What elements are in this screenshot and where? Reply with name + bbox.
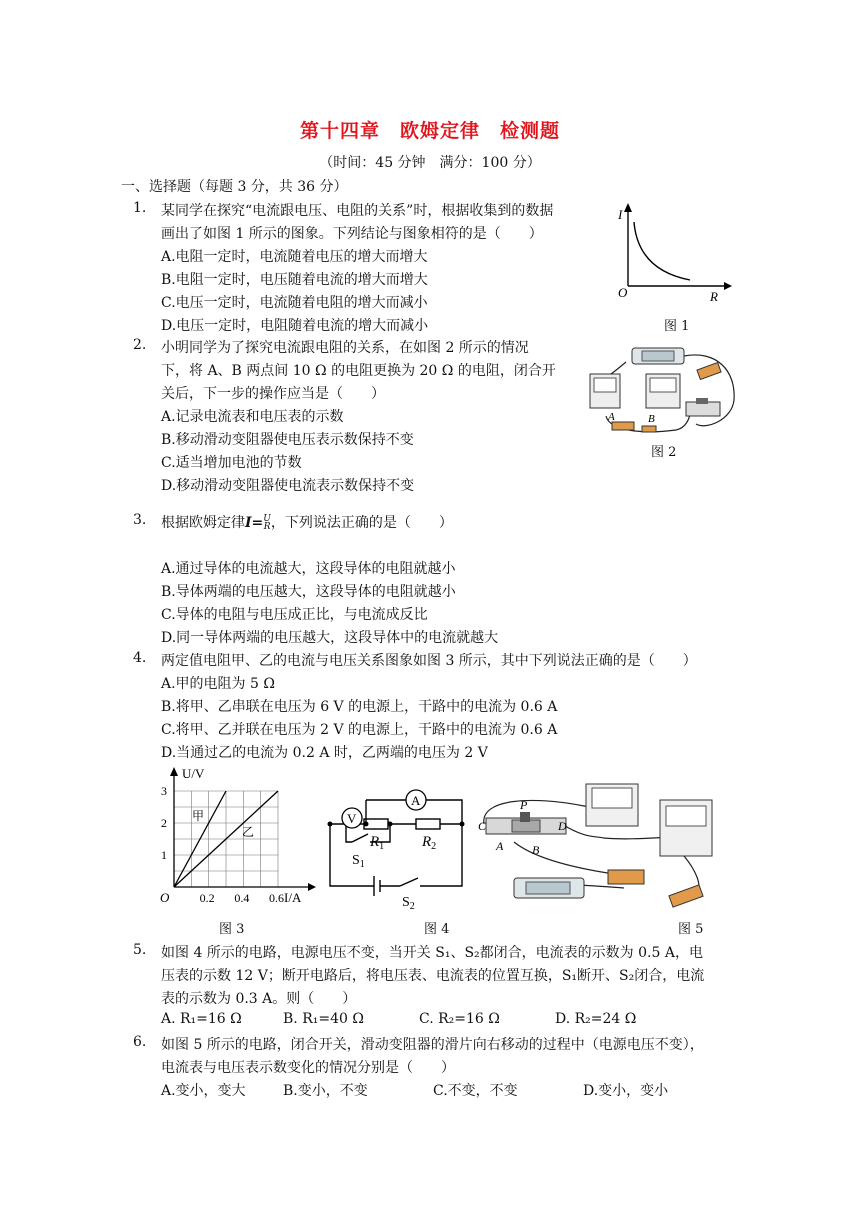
option-b: B.导体两端的电压越大，这段导体的电阻就越小 [161, 584, 456, 600]
option-c: C.将甲、乙并联在电压为 2 V 的电源上，干路中的电流为 0.6 A [161, 722, 558, 738]
option-b: B.变小，不变 [283, 1083, 368, 1099]
point-b-label: B [648, 413, 655, 425]
ammeter-label: A [411, 793, 421, 808]
figure-5-circuit-photo [474, 778, 724, 912]
series-label-yi: 乙 [242, 825, 255, 839]
question-stem: 下，将 A、B 两点间 10 Ω 的电阻更换为 20 Ω 的电阻，闭合开 [161, 363, 556, 379]
r1-label: $R_1$ [370, 834, 385, 852]
option-a: A.记录电流表和电压表的示数 [161, 409, 344, 425]
y-tick-label: 1 [161, 848, 167, 862]
option-c: C.导体的电阻与电压成正比，与电流成反比 [161, 607, 428, 623]
option-d: D.电压一定时，电阻随着电流的增大而减小 [161, 318, 429, 334]
option-c: C.电压一定时，电流随着电阻的增大而减小 [161, 295, 428, 311]
x-tick-label: 0.6 [269, 891, 284, 905]
option-b: B.将甲、乙串联在电压为 6 V 的电源上，干路中的电流为 0.6 A [161, 699, 558, 715]
question-number: 1. [133, 200, 147, 216]
x-tick-label: 0.2 [199, 891, 215, 905]
question-stem: 两定值电阻甲、乙的电流与电压关系图象如图 3 所示，其中下列说法正确的是（ ） [161, 653, 697, 669]
option-c: C.不变，不变 [433, 1083, 518, 1099]
formula-lhs: I= [245, 515, 264, 531]
formula-fraction [263, 515, 271, 531]
question-stem: 如图 4 所示的电路，电源电压不变，当开关 S₁、S₂都闭合，电流表的示数为 0.5 A，电 [161, 945, 703, 961]
figure-4-circuit [322, 782, 472, 912]
s2-label: $S_2$ [402, 895, 415, 912]
question-stem: 压表的示数 12 V；断开电路后，将电压表、电流表的位置互换，S₁断开、S₂闭合，电流 [161, 968, 705, 984]
figure-5-caption: 图 5 [678, 922, 704, 937]
formula-denominator: R [263, 522, 271, 532]
slider-p-label: P [520, 798, 528, 812]
point-a-label: A [608, 411, 615, 423]
question-number: 5. [133, 942, 147, 958]
option-b: B.移动滑动变阻器使电压表示数保持不变 [161, 432, 414, 448]
stem-text: 根据欧姆定律 [161, 515, 245, 531]
figure-1-caption: 图 1 [664, 319, 690, 334]
question-stem: 小明同学为了探究电流跟电阻的关系，在如图 2 所示的情况 [161, 340, 529, 356]
terminal-d-label: D [558, 819, 567, 833]
stem-text: ，下列说法正确的是（ ） [270, 515, 453, 531]
origin-label: O [618, 285, 628, 300]
voltmeter-label: V [347, 811, 357, 826]
figure-3-caption: 图 3 [219, 922, 245, 937]
option-d: D.移动滑动变阻器使电流表示数保持不变 [161, 478, 415, 494]
option-a: A.变小，变大 [161, 1083, 246, 1099]
option-c: C. R₂=16 Ω [419, 1011, 500, 1027]
option-b: B. R₁=40 Ω [283, 1011, 364, 1027]
question-number: 6. [133, 1034, 147, 1050]
question-stem: 表的示数为 0.3 A。则（ ） [161, 991, 357, 1007]
option-d: D.变小，变小 [583, 1083, 669, 1099]
x-axis-label: I/A [284, 890, 302, 905]
option-a: A.电阻一定时，电流随着电压的增大而增大 [161, 249, 428, 265]
question-stem: 某同学在探究“电流跟电压、电阻的关系”时，根据收集到的数据 [161, 203, 554, 219]
y-axis-label: I [618, 207, 623, 222]
origin-label: O [160, 890, 170, 905]
option-b: B.电阻一定时，电压随着电流的增大而增大 [161, 272, 428, 288]
question-stem: 如图 5 所示的电路，闭合开关，滑动变阻器的滑片向右移动的过程中（电源电压不变）， [161, 1037, 704, 1053]
y-tick-label: 2 [161, 816, 167, 830]
option-d: D. R₂=24 Ω [555, 1011, 637, 1027]
option-d: D.当通过乙的电流为 0.2 A 时，乙两端的电压为 2 V [161, 745, 488, 761]
figure-1-graph [612, 200, 732, 310]
series-label-jia: 甲 [192, 809, 205, 823]
option-a: A. R₁=16 Ω [161, 1011, 242, 1027]
question-stem [161, 512, 453, 532]
terminal-c-label: C [478, 819, 487, 833]
option-a: A.甲的电阻为 5 Ω [161, 676, 275, 692]
y-tick-label: 3 [161, 784, 167, 798]
x-tick-label: 0.4 [234, 891, 250, 905]
question-stem: 关后，下一步的操作应当是（ ） [161, 386, 385, 402]
option-c: C.适当增加电池的节数 [161, 455, 302, 471]
question-stem: 电流表与电压表示数变化的情况分别是（ ） [161, 1060, 455, 1076]
question-stem: 画出了如图 1 所示的图象。下列结论与图象相符的是（ ） [161, 226, 543, 242]
terminal-b-label: B [532, 843, 540, 857]
figure-2-caption: 图 2 [651, 445, 677, 460]
figure-2-circuit-photo [586, 340, 746, 438]
r2-label: $R_2$ [422, 834, 437, 852]
formula-numerator: U [263, 514, 271, 524]
option-d: D.同一导体两端的电压越大，这段导体中的电流就越大 [161, 630, 499, 646]
x-axis-label: R [710, 289, 718, 304]
terminal-a-label: A [496, 839, 504, 853]
question-number: 2. [133, 337, 147, 353]
exam-info: （时间：45 分钟 满分：100 分） [319, 155, 541, 171]
figure-4-caption: 图 4 [424, 922, 450, 937]
section-heading: 一、选择题（每题 3 分，共 36 分） [121, 179, 348, 195]
page-title: 第十四章 欧姆定律 检测题 [299, 120, 560, 142]
y-axis-label: U/V [182, 766, 205, 781]
question-number: 4. [133, 650, 147, 666]
option-a: A.通过导体的电流越大，这段导体的电阻就越小 [161, 561, 456, 577]
question-number: 3. [133, 512, 147, 528]
figure-3-chart [150, 762, 320, 912]
s1-label: $S_1$ [352, 853, 365, 870]
